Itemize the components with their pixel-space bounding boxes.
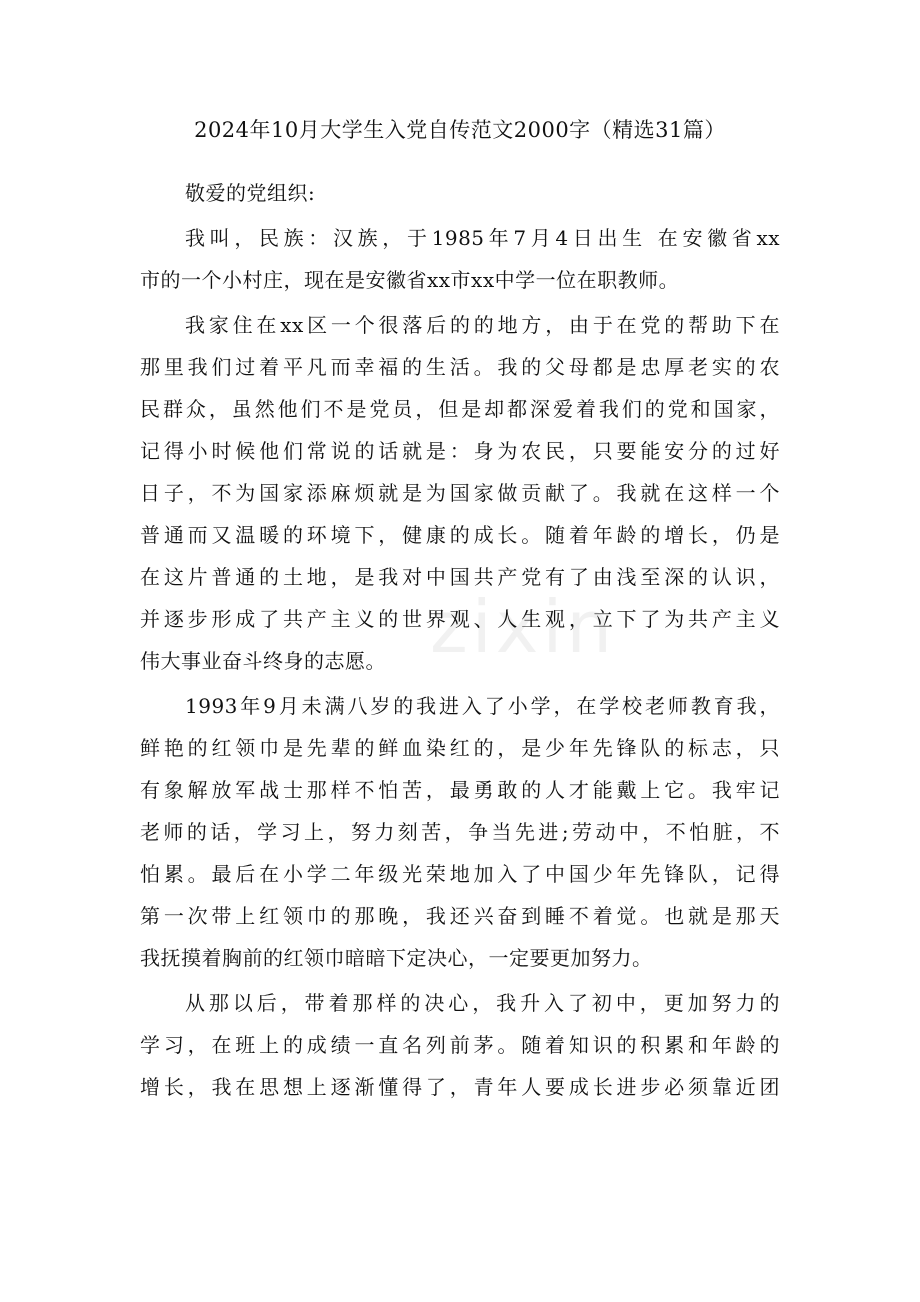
paragraph-3-line-6: 第一次带上红领巾的那晚，我还兴奋到睡不着觉。也就是那天 xyxy=(140,904,780,928)
watermark: zixin xyxy=(430,585,617,669)
paragraph-2-line-4: 记得小时候他们常说的话就是：身为农民，只要能安分的过好 xyxy=(140,439,780,463)
paragraph-4-line-1: 从那以后，带着那样的决心，我升入了初中，更加努力的 xyxy=(185,991,780,1015)
paragraph-3-line-1: 1993年9月未满八岁的我进入了小学，在学校老师教育我， xyxy=(185,694,780,718)
paragraph-4-line-2: 学习，在班上的成绩一直名列前茅。随着知识的积累和年龄的 xyxy=(140,1033,780,1057)
paragraph-4-line-3: 增长，我在思想上逐渐懂得了，青年人要成长进步必须靠近团 xyxy=(140,1075,780,1099)
document-body xyxy=(140,172,780,1108)
paragraph-1-line-2: 市的一个小村庄，现在是安徽省xx市xx中学一位在职教师。 xyxy=(140,268,680,292)
paragraph-2-line-2: 那里我们过着平凡而幸福的生活。我的父母都是忠厚老实的农 xyxy=(140,355,780,379)
paragraph-3-line-3: 有象解放军战士那样不怕苦，最勇敢的人才能戴上它。我牢记 xyxy=(140,778,780,802)
paragraph-2-line-5: 日子，不为国家添麻烦就是为国家做贡献了。我就在这样一个 xyxy=(140,481,780,505)
paragraph-3-line-5: 怕累。最后在小学二年级光荣地加入了中国少年先锋队，记得 xyxy=(140,862,780,886)
paragraph-2-line-3: 民群众，虽然他们不是党员，但是却都深爱着我们的党和国家， xyxy=(140,397,780,421)
paragraph-2-line-6: 普通而又温暖的环境下，健康的成长。随着年龄的增长，仍是 xyxy=(140,523,780,547)
paragraph-2-line-7: 在这片普通的土地，是我对中国共产党有了由浅至深的认识， xyxy=(140,565,780,589)
paragraph-2-line-8: 并逐步形成了共产主义的世界观、人生观，立下了为共产主义 xyxy=(140,607,780,631)
salutation: 敬爱的党组织: xyxy=(185,181,316,205)
paragraph-3-line-7: 我抚摸着胸前的红领巾暗暗下定决心，一定要更加努力。 xyxy=(140,946,653,970)
paragraph-3-line-4: 老师的话，学习上，努力刻苦，争当先进;劳动中，不怕脏，不 xyxy=(140,820,780,844)
paragraph-2-line-1: 我家住在xx区一个很落后的的地方，由于在党的帮助下在 xyxy=(185,313,780,337)
paragraph-3-line-2: 鲜艳的红领巾是先辈的鲜血染红的，是少年先锋队的标志，只 xyxy=(140,736,780,760)
paragraph-2-line-9: 伟大事业奋斗终身的志愿。 xyxy=(140,649,386,673)
paragraph-1-line-1: 我叫，民族：汉族，于1985年7月4日出生 在安徽省xx xyxy=(185,226,780,250)
document-title: 2024年10月大学生入党自传范文2000字（精选31篇） xyxy=(194,118,726,142)
